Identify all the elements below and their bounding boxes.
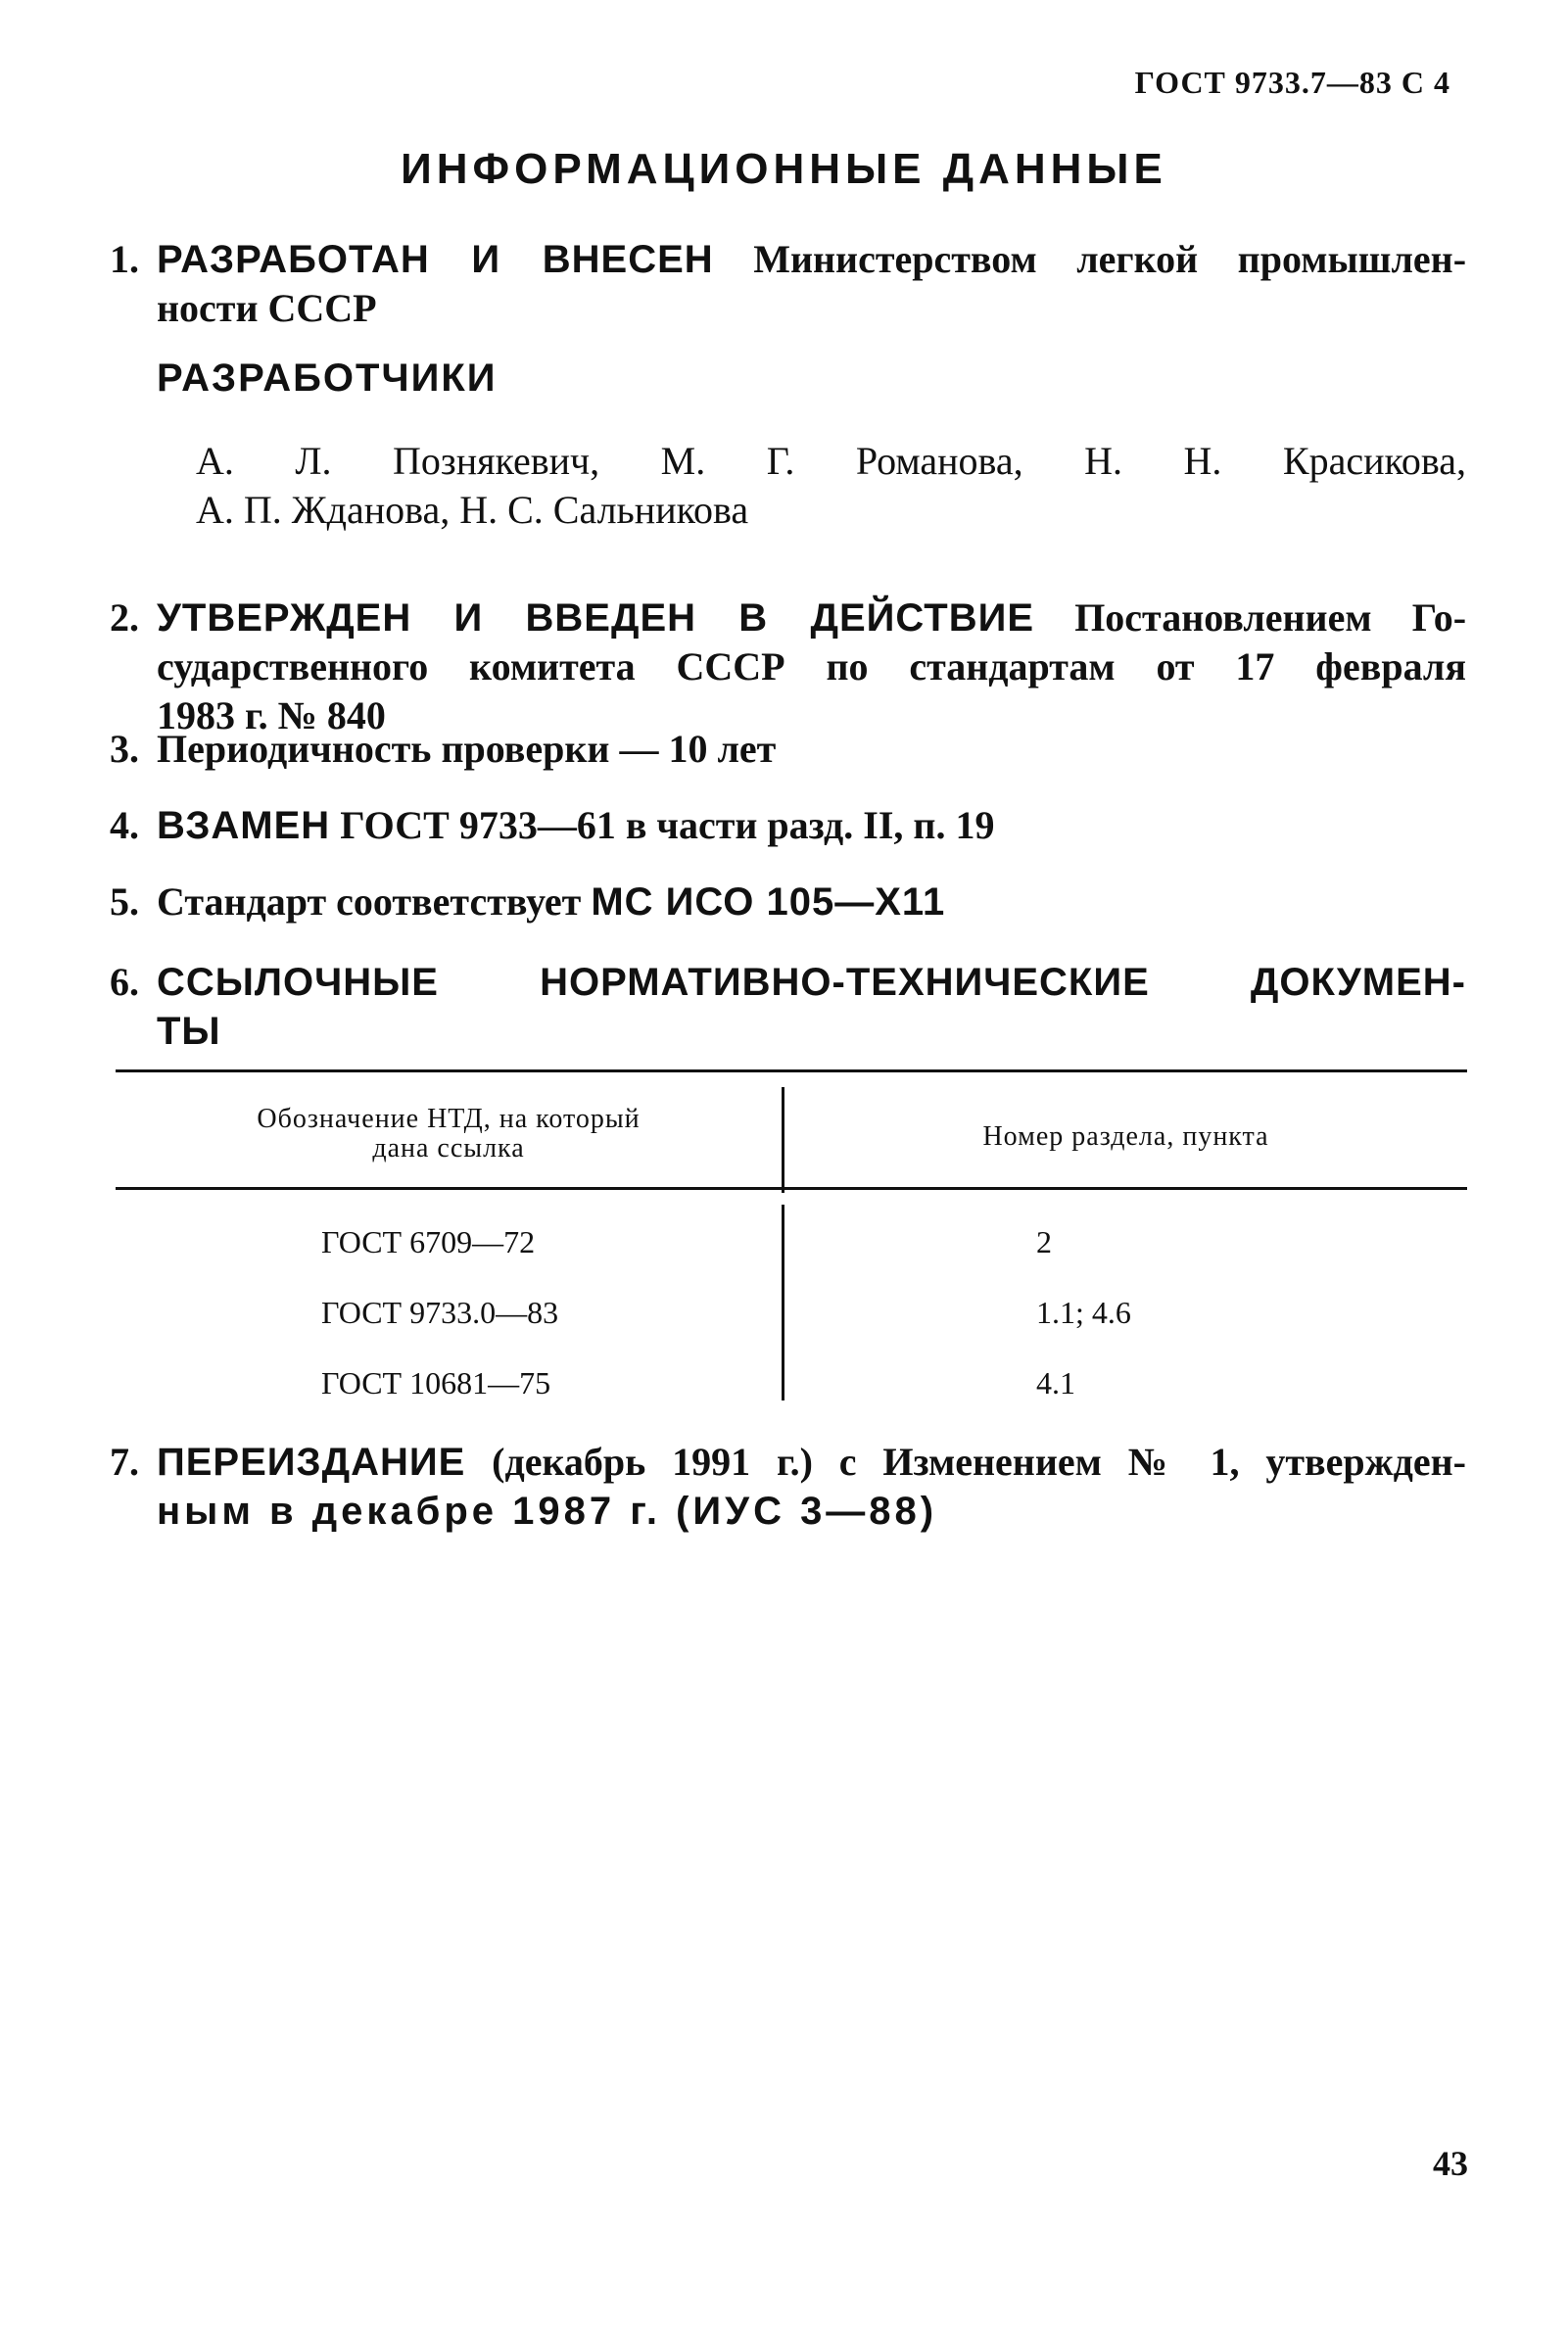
table-row-1-section: 2 — [1036, 1224, 1052, 1259]
item-number: 5. — [110, 879, 139, 924]
item-2-text-b: сударственного комитета СССР по стандартам от 17 февраля — [157, 644, 1466, 688]
table-header-section: Номер раздела, пункта — [982, 1121, 1269, 1152]
table-column-divider — [782, 1205, 784, 1400]
item-4 — [110, 801, 1466, 850]
item-5-standard: МС ИСО 105—X11 — [591, 880, 946, 924]
table-top-rule — [116, 1069, 1467, 1072]
item-5-text: Стандарт соответствует — [157, 879, 582, 924]
document-code: ГОСТ 9733.7—83 С 4 — [1134, 65, 1450, 100]
item-2 — [110, 593, 1466, 740]
item-1-caps: РАЗРАБОТАН И ВНЕСЕН — [157, 238, 714, 281]
item-7-caps: ПЕРЕИЗДАНИЕ — [157, 1441, 466, 1484]
item-4-caps: ВЗАМЕН — [157, 804, 331, 847]
developers-heading: РАЗРАБОТЧИКИ — [157, 356, 498, 400]
item-3-text: Периодичность проверки — 10 лет — [157, 727, 777, 771]
developers-list — [196, 437, 1466, 535]
item-number: 1. — [110, 237, 139, 281]
item-7 — [110, 1438, 1466, 1536]
reference-table — [116, 1069, 1467, 1422]
table-row-3-doc: ГОСТ 10681—75 — [321, 1365, 551, 1400]
developer-3: Н. Н. Красикова, — [1084, 439, 1467, 483]
table-row-2-section: 1.1; 4.6 — [1036, 1295, 1131, 1330]
table-header-rule — [116, 1187, 1467, 1190]
item-number: 2. — [110, 595, 139, 640]
table-row-3-section: 4.1 — [1036, 1365, 1075, 1400]
item-7-text-b: ным в декабре 1987 г. (ИУС 3—88) — [157, 1490, 938, 1533]
item-3 — [110, 725, 1466, 774]
table-row-2-doc: ГОСТ 9733.0—83 — [321, 1295, 559, 1330]
item-2-caps: УТВЕРЖДЕН И ВВЕДЕН В ДЕЙСТВИЕ — [157, 596, 1035, 640]
item-5 — [110, 878, 1466, 926]
item-6-caps-a: ССЫЛОЧНЫЕ НОРМАТИВНО-ТЕХНИЧЕСКИЕ ДОКУМЕН- — [157, 961, 1466, 1004]
item-7-text-a: (декабрь 1991 г.) с Изменением № 1, утвержден- — [492, 1440, 1467, 1484]
page-title: ИНФОРМАЦИОННЫЕ ДАННЫЕ — [401, 145, 1167, 193]
item-1 — [110, 235, 1466, 333]
item-6 — [110, 958, 1466, 1056]
item-number: 4. — [110, 803, 139, 847]
developer-2: М. Г. Романова, — [660, 439, 1023, 483]
table-header-document-line-2: дана ссылка — [372, 1133, 525, 1163]
item-2-text-c: 1983 г. № 840 — [157, 693, 386, 737]
item-6-caps-b: ТЫ — [157, 1010, 221, 1053]
table-row-1-doc: ГОСТ 6709—72 — [321, 1224, 536, 1259]
table-header-document — [116, 1105, 782, 1163]
item-1-text-a: Министерством легкой промышлен- — [753, 237, 1467, 281]
item-number: 6. — [110, 960, 139, 1004]
table-header-document-line-1: Обозначение НТД, на который — [257, 1104, 641, 1134]
page-number: 43 — [1433, 2144, 1468, 2183]
item-1-text-b: ности СССР — [157, 286, 377, 330]
item-4-text: ГОСТ 9733—61 в части разд. II, п. 19 — [340, 803, 995, 847]
developers-line-2: А. П. Жданова, Н. С. Сальникова — [196, 488, 749, 532]
item-2-text-a: Постановлением Го- — [1074, 595, 1467, 640]
item-number: 3. — [110, 727, 139, 771]
developer-1: А. Л. Познякевич, — [196, 439, 600, 483]
item-number: 7. — [110, 1440, 139, 1484]
